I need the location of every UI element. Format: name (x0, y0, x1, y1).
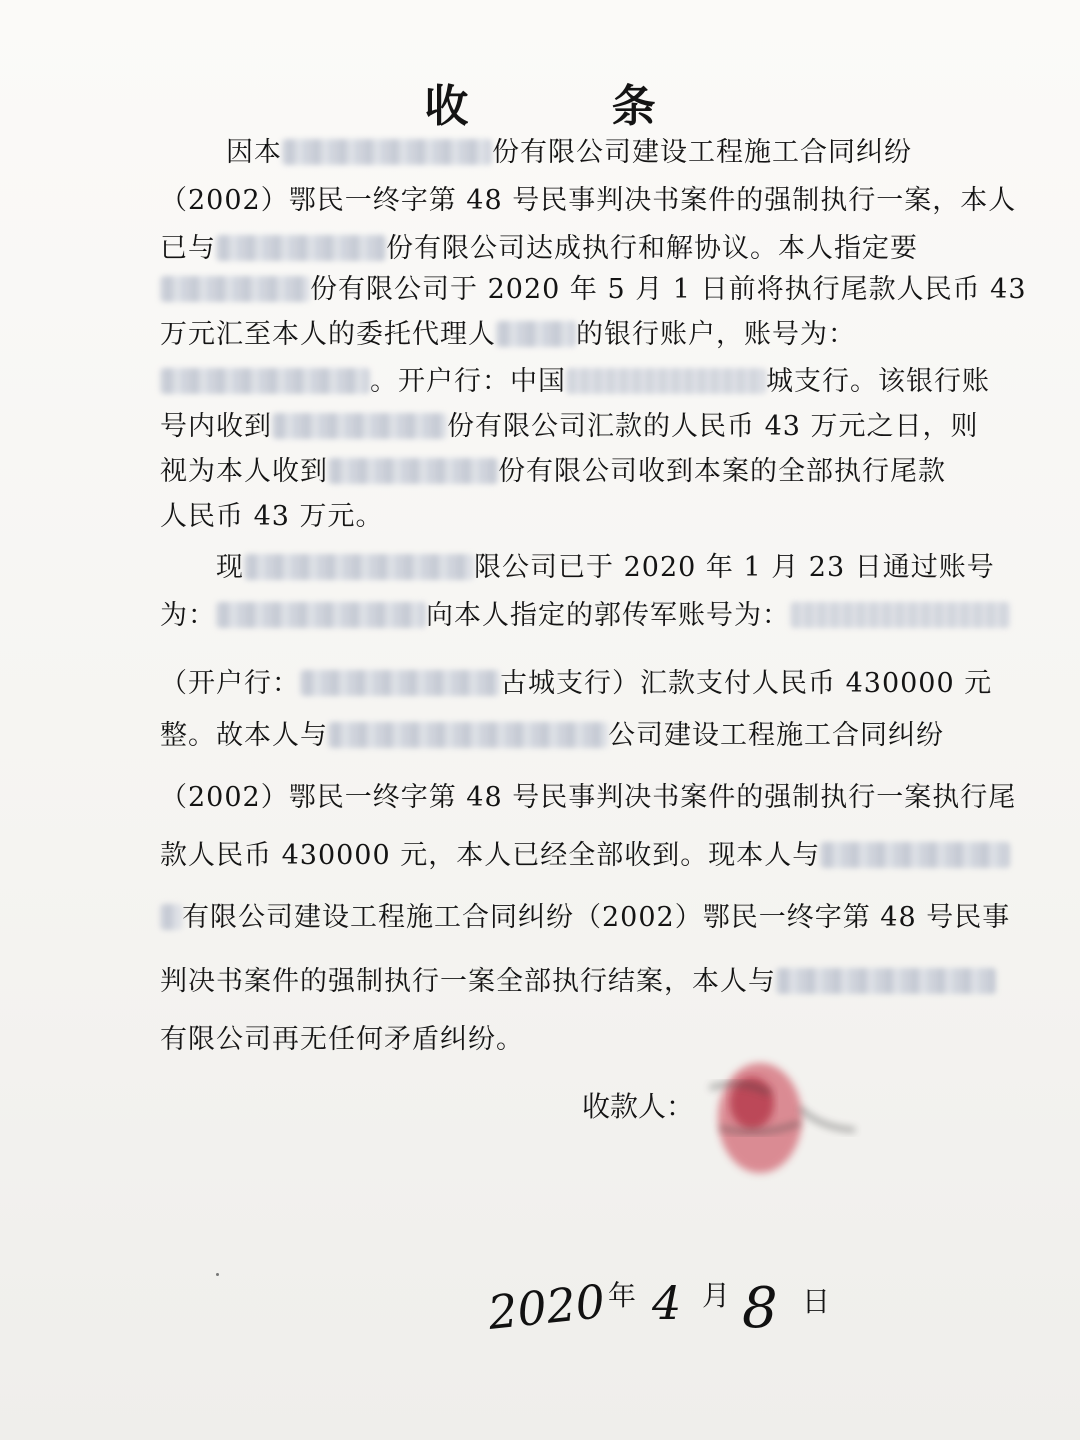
body-text: 的银行账户，账号为： (576, 319, 856, 350)
body-text: 份有限公司收到本案的全部执行尾款 (498, 456, 946, 487)
redacted-text (160, 276, 310, 302)
body-text: 城支行。该银行账 (766, 366, 990, 397)
date-year-handwritten: 2020 (485, 1274, 608, 1340)
redacted-text (300, 670, 500, 696)
redacted-text (244, 554, 474, 580)
body-line (160, 362, 990, 402)
body-text: 限公司已于 2020 年 1 月 23 日通过账号 (474, 552, 995, 583)
body-text: 号内收到 (160, 411, 272, 442)
body-line (160, 836, 950, 876)
redacted-text (272, 413, 447, 439)
date-day-unit: 日 (802, 1285, 831, 1318)
body-text: 份有限公司于 2020 年 5 月 1 日前将执行尾款人民币 43 (310, 274, 1027, 305)
body-text: 向本人指定的郭传军账号为： (426, 600, 790, 631)
body-text: 万元汇至本人的委托代理人 (160, 319, 496, 350)
body-text: 视为本人收到 (160, 456, 328, 487)
redacted-text (216, 602, 426, 628)
redacted-text (160, 904, 182, 930)
body-text: 人民币 43 万元。 (160, 501, 384, 532)
body-text: 公司建设工程施工合同纠纷 (608, 720, 944, 751)
body-text: 判决书案件的强制执行一案全部执行结案，本人与 (160, 966, 776, 997)
date-month-handwritten: 4 (652, 1276, 682, 1330)
redacted-text (328, 722, 608, 748)
body-line (160, 181, 1017, 221)
body-text: （开户行： (160, 668, 300, 699)
redacted-text (282, 139, 492, 165)
body-line (160, 452, 950, 492)
body-text: 已与 (160, 233, 216, 264)
redacted-text (566, 368, 766, 394)
redacted-text (820, 842, 1010, 868)
body-text: 整。故本人与 (160, 720, 328, 751)
body-line (160, 898, 1011, 938)
body-text: （2002）鄂民一终字第 48 号民事判决书案件的强制执行一案，本人 (160, 185, 1017, 216)
body-line (160, 778, 1017, 818)
body-line (160, 407, 979, 447)
body-text: 有限公司再无任何矛盾纠纷。 (160, 1024, 524, 1055)
date-year-unit: 年 (608, 1279, 637, 1312)
body-line (160, 962, 950, 1002)
body-text: 有限公司建设工程施工合同纠纷（2002）鄂民一终字第 48 号民事 (182, 902, 1011, 933)
redacted-text (216, 235, 386, 261)
body-line (216, 548, 1006, 588)
redacted-text (776, 968, 996, 994)
date-month-unit: 月 (702, 1279, 731, 1312)
paper-speck (216, 1273, 219, 1276)
body-text: （2002）鄂民一终字第 48 号民事判决书案件的强制执行一案执行尾 (160, 782, 1017, 813)
body-line (160, 596, 950, 636)
body-text: 现 (216, 552, 244, 583)
redacted-text (496, 321, 576, 347)
body-text: 份有限公司达成执行和解协议。本人指定要 (386, 233, 918, 264)
body-text: 为： (160, 600, 216, 631)
body-text: 款人民币 430000 元，本人已经全部收到。现本人与 (160, 840, 821, 871)
body-line (226, 133, 1016, 173)
body-text: 份有限公司建设工程施工合同纠纷 (492, 137, 912, 168)
signing-date (480, 1262, 840, 1352)
body-line (160, 229, 950, 269)
payee-signature-seal (690, 1048, 870, 1188)
document-title: 收 条 (424, 81, 720, 132)
redacted-text (328, 458, 498, 484)
body-line (160, 270, 1027, 310)
body-line (160, 716, 950, 756)
body-text: 份有限公司汇款的人民币 43 万元之日，则 (447, 411, 979, 442)
body-text: 因本 (226, 137, 282, 168)
date-day-handwritten: 8 (742, 1276, 778, 1341)
payee-label: 收款人： (582, 1090, 695, 1123)
body-line (160, 664, 993, 704)
redacted-text (790, 602, 1010, 628)
body-line (160, 497, 950, 537)
body-text: 古城支行）汇款支付人民币 430000 元 (500, 668, 993, 699)
body-text: 。开户行：中国 (370, 366, 566, 397)
redacted-text (160, 368, 370, 394)
body-line (160, 315, 950, 355)
